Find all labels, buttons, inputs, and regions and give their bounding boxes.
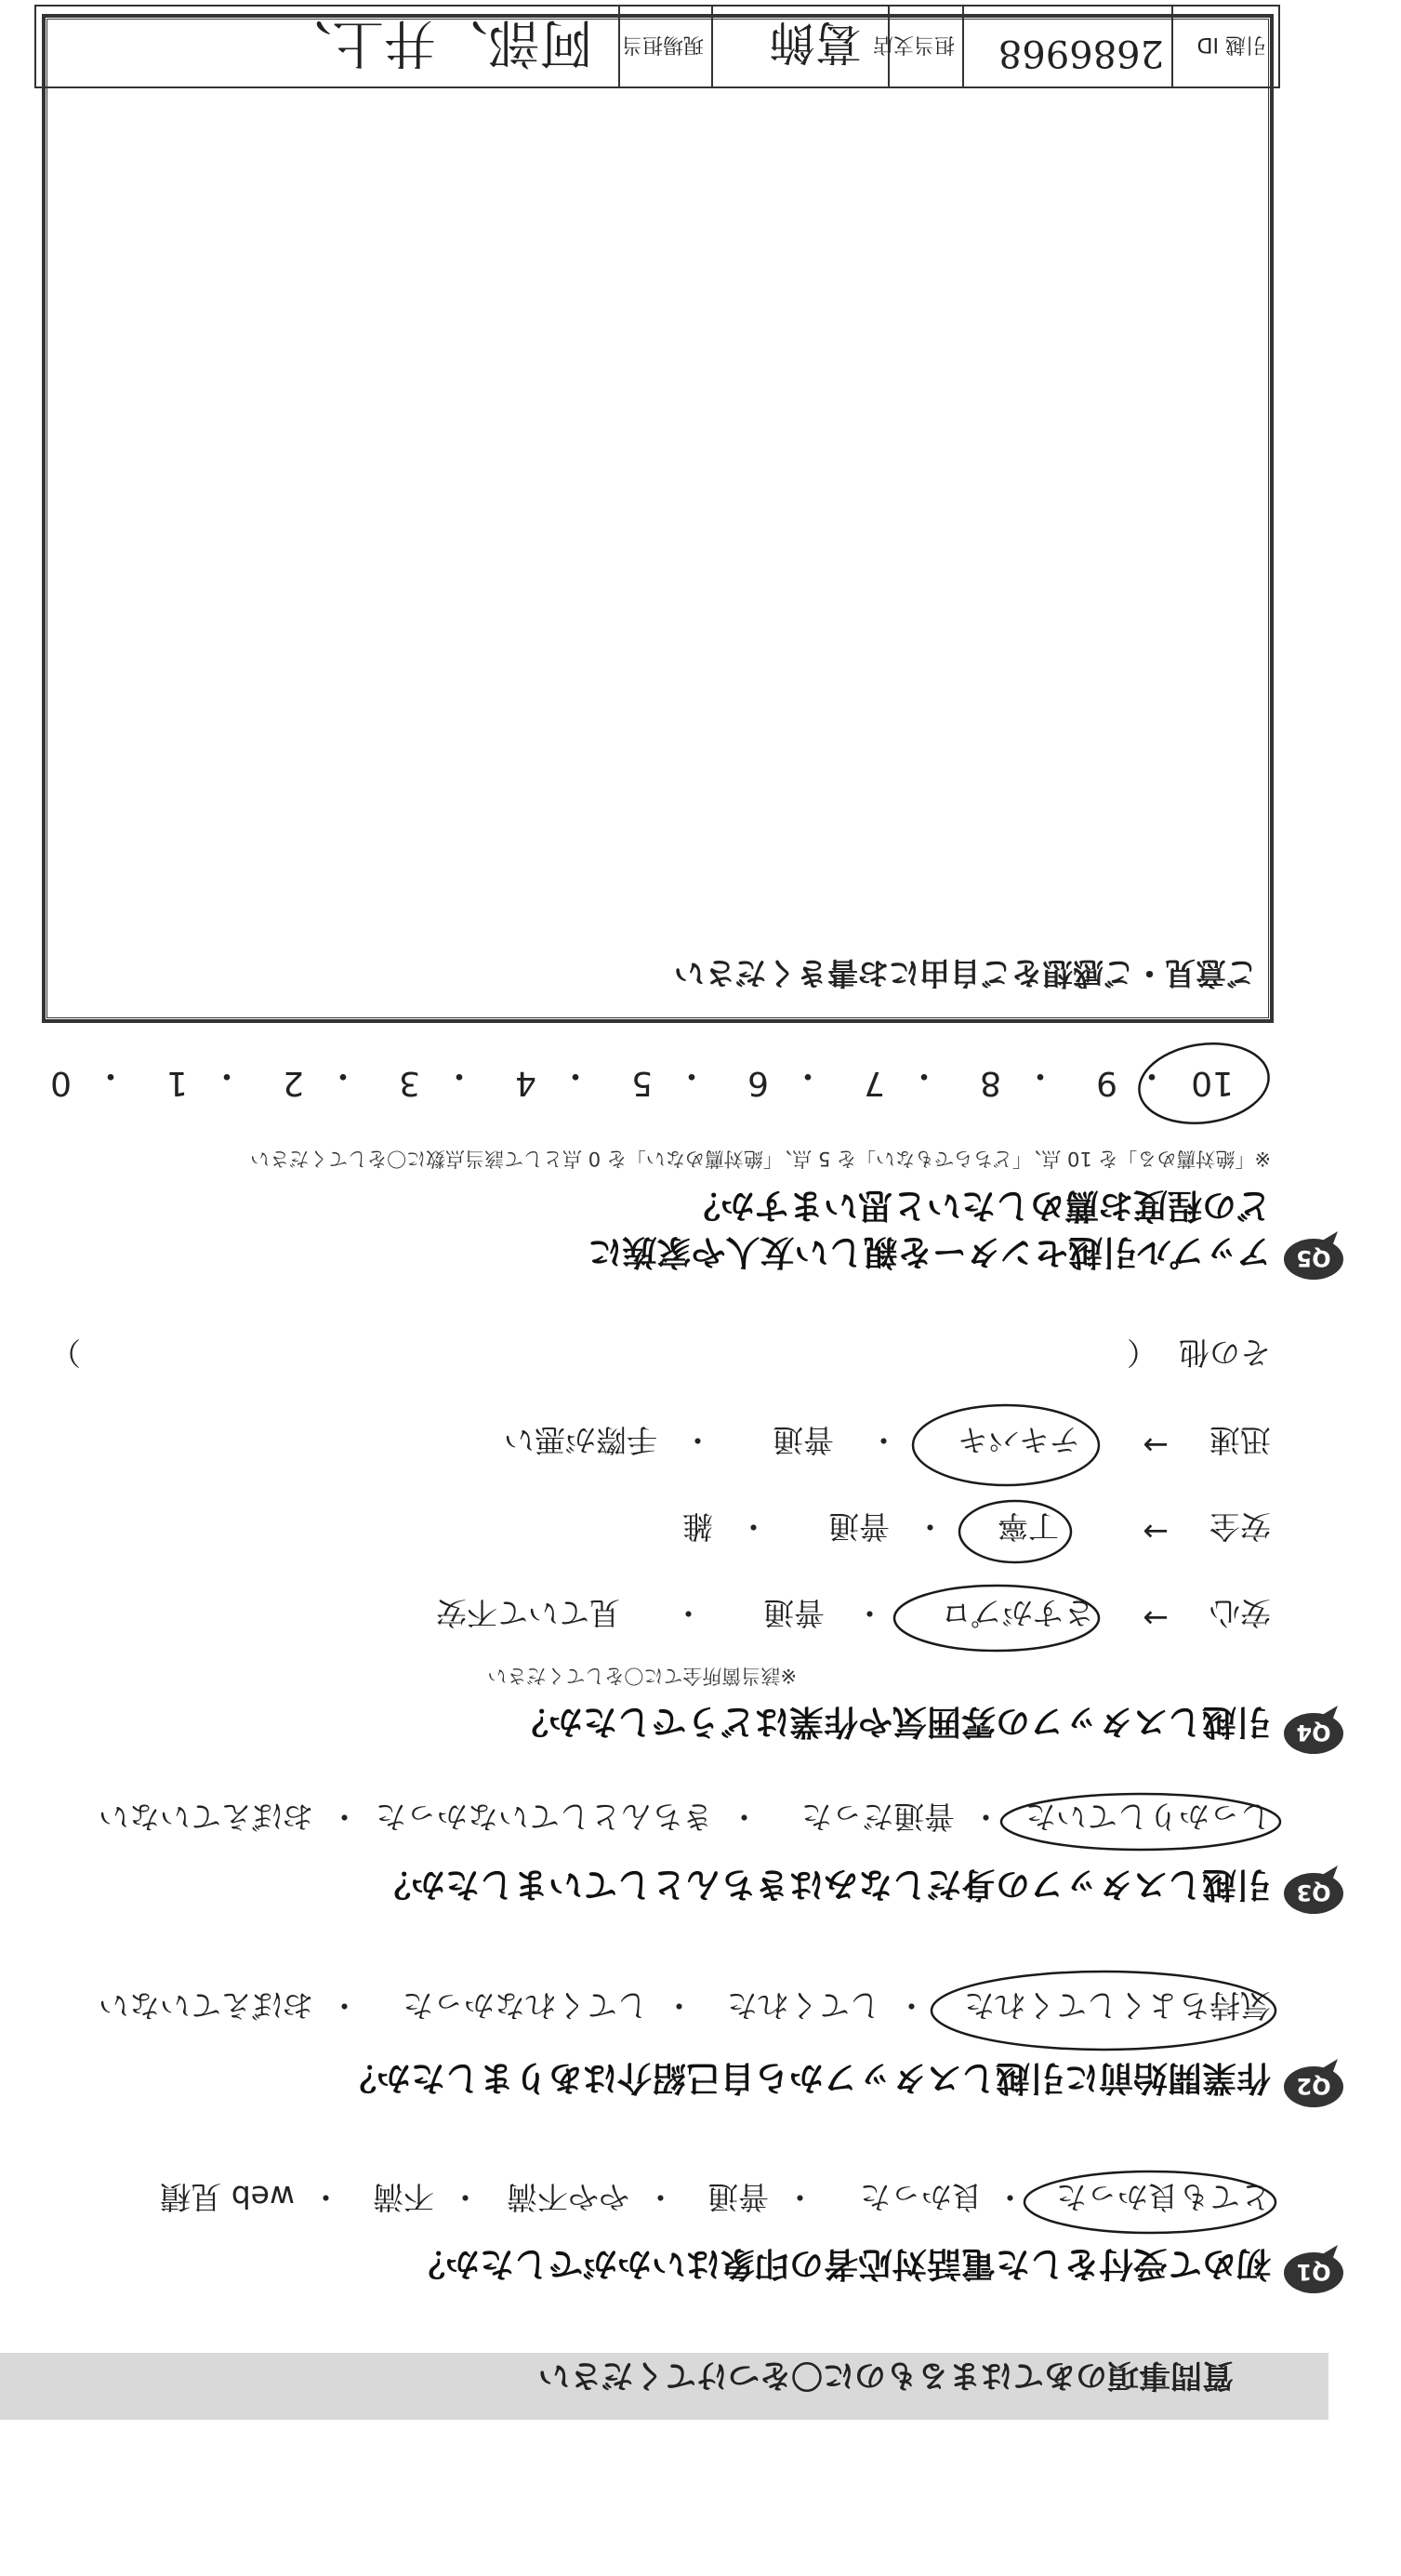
q4-row-1-answer-circle: [894, 1586, 1099, 1651]
q1-sep: ・: [450, 2179, 481, 2215]
q4-row-3-answer-circle: [913, 1405, 1099, 1485]
score-sep: ・: [790, 1056, 825, 1095]
q4-row-2-label: 安全: [1209, 1508, 1271, 1545]
lead-value[interactable]: 阿部、井上、: [280, 12, 592, 73]
q4-sep: ・: [682, 1422, 713, 1458]
score-sep: ・: [93, 1056, 127, 1095]
q1-answer-circle: [1024, 2171, 1275, 2233]
q3-sep: ・: [729, 1799, 760, 1835]
q1-option-3[interactable]: 普通: [707, 2179, 769, 2215]
q1-sep: ・: [995, 2179, 1025, 2215]
id-label: 引越 ID: [1196, 33, 1266, 56]
q2-option-2[interactable]: してくれた: [727, 1987, 880, 2024]
id-value[interactable]: 2686968: [998, 32, 1164, 74]
score-1[interactable]: 1: [166, 1064, 188, 1102]
q4-title: 引越しスタッフの雰囲気や作業はどうでしたか？: [514, 1702, 1271, 1742]
lead-label: 現場担当: [621, 33, 704, 56]
score-8[interactable]: 8: [980, 1064, 1001, 1102]
score-9[interactable]: 9: [1096, 1064, 1117, 1102]
q4-row-1-label: 安心: [1209, 1595, 1271, 1631]
q1-option-6[interactable]: web 見積: [160, 2179, 295, 2215]
q4-sep: ・: [673, 1595, 704, 1631]
score-3[interactable]: 3: [399, 1064, 420, 1102]
q2-label: Q2: [1296, 2073, 1331, 2099]
score-sep: ・: [558, 1056, 592, 1095]
q4-row-1-option-1[interactable]: さすがプロ: [941, 1595, 1094, 1631]
q3-option-4[interactable]: おぼえていない: [99, 1799, 313, 1835]
score-sep: ・: [209, 1056, 244, 1095]
q4-other-paren-close: ）: [50, 1334, 81, 1371]
q4-sep: ・: [738, 1508, 769, 1545]
q3-label: Q3: [1296, 1879, 1331, 1905]
q1-option-1[interactable]: とても良かった: [1056, 2179, 1271, 2215]
q1-option-5[interactable]: 不満: [373, 2179, 434, 2215]
q1-sep: ・: [645, 2179, 676, 2215]
q4-row-2-arrow: →: [1143, 1514, 1169, 1550]
q4-row-2-option-1[interactable]: 丁寧: [998, 1508, 1059, 1545]
q1-sep: ・: [311, 2179, 341, 2215]
q4-row-1-arrow: →: [1143, 1600, 1169, 1637]
q4-sep: ・: [868, 1422, 899, 1458]
score-6[interactable]: 6: [747, 1064, 769, 1102]
q1-option-2[interactable]: 良かった: [860, 2179, 983, 2215]
score-sep: ・: [906, 1056, 941, 1095]
branch-value[interactable]: 葛飾: [769, 15, 862, 69]
q1-label: Q1: [1296, 2259, 1331, 2285]
q4-row-1-option-3[interactable]: 見ていて不安: [436, 1595, 620, 1631]
score-7[interactable]: 7: [864, 1064, 885, 1102]
score-5[interactable]: 5: [631, 1064, 653, 1102]
q3-sep: ・: [329, 1799, 360, 1835]
score-10[interactable]: 10: [1191, 1064, 1234, 1102]
q4-label: Q4: [1296, 1720, 1331, 1746]
score-4[interactable]: 4: [515, 1064, 536, 1102]
q3-answer-circle: [1001, 1794, 1280, 1850]
q4-other-label: その他: [1179, 1334, 1271, 1371]
q3-option-1[interactable]: しっかりしていた: [1025, 1799, 1271, 1835]
q4-row-3-arrow: →: [1143, 1427, 1169, 1464]
q4-sep: ・: [915, 1508, 945, 1545]
score-sep: ・: [325, 1056, 360, 1095]
score-sep: ・: [442, 1056, 476, 1095]
q5-note: ※「絶対薦める」を 10 点、「どちらでもない」を 5 点、「絶対薦めない」を 0 点として該当点数に〇をしてください: [250, 1148, 1271, 1170]
q4-row-3-option-2[interactable]: 普通: [773, 1422, 834, 1458]
score-sep: ・: [1023, 1056, 1057, 1095]
branch-label: 担当支店: [872, 33, 955, 56]
q1-option-4[interactable]: やや不満: [507, 2179, 629, 2215]
q4-sep: ・: [854, 1595, 885, 1631]
q4-row-1-option-2[interactable]: 普通: [763, 1595, 825, 1631]
q2-option-1[interactable]: 気持ちよくしてくれた: [964, 1987, 1271, 2024]
q4-row-2-option-3[interactable]: 雑: [682, 1508, 713, 1545]
q5-title-line-1: アップル引越センターを親しい友人や家族に: [588, 1232, 1271, 1272]
score-2[interactable]: 2: [283, 1064, 304, 1102]
q4-row-3-option-3[interactable]: 手際が悪い: [504, 1422, 657, 1458]
q3-sep: ・: [971, 1799, 1001, 1835]
q5-label: Q5: [1296, 1245, 1331, 1271]
q2-title: 作業開始前に引越しスタッフから自己紹介はありましたか？: [342, 2058, 1271, 2098]
q4-row-2-option-2[interactable]: 普通: [828, 1508, 890, 1545]
score-0[interactable]: 0: [50, 1064, 72, 1102]
q2-sep: ・: [896, 1987, 927, 2024]
q5-title-line-2: どの程度お薦めしたいと思いますか？: [686, 1186, 1271, 1226]
q4-row-3-label: 迅速: [1209, 1422, 1271, 1458]
q1-sep: ・: [785, 2179, 815, 2215]
q2-option-3[interactable]: してくれなかった: [403, 1987, 648, 2024]
q2-answer-circle: [932, 1972, 1275, 2050]
q3-option-2[interactable]: 普通だった: [801, 1799, 955, 1835]
q3-title: 引越しスタッフの身だしなみはきちんとしていましたか？: [377, 1865, 1271, 1905]
q3-option-3[interactable]: きちんとしていなかった: [376, 1799, 713, 1835]
q2-sep: ・: [329, 1987, 360, 2024]
q4-note: ※該当箇所全てに〇をしてください: [487, 1665, 797, 1687]
comments-caption: ご意見・ご感想をご自由にお書きください: [674, 955, 1257, 991]
q4-row-3-option-1[interactable]: テキパキ: [958, 1422, 1080, 1458]
q5-answer-circle: [1134, 1036, 1274, 1132]
q4-row-2-answer-circle: [959, 1501, 1071, 1562]
score-sep: ・: [674, 1056, 708, 1095]
instruction-text: 質問事項のあてはまるものに〇をつけてください: [538, 2357, 1234, 2394]
q2-option-4[interactable]: おぼえていない: [99, 1987, 313, 2024]
q1-title: 初めて受付をした電話対応者の印象はいかがでしたか？: [411, 2244, 1271, 2284]
q2-sep: ・: [664, 1987, 694, 2024]
score-sep: ・: [1134, 1056, 1169, 1095]
q4-other-paren-open: （: [1127, 1334, 1157, 1371]
